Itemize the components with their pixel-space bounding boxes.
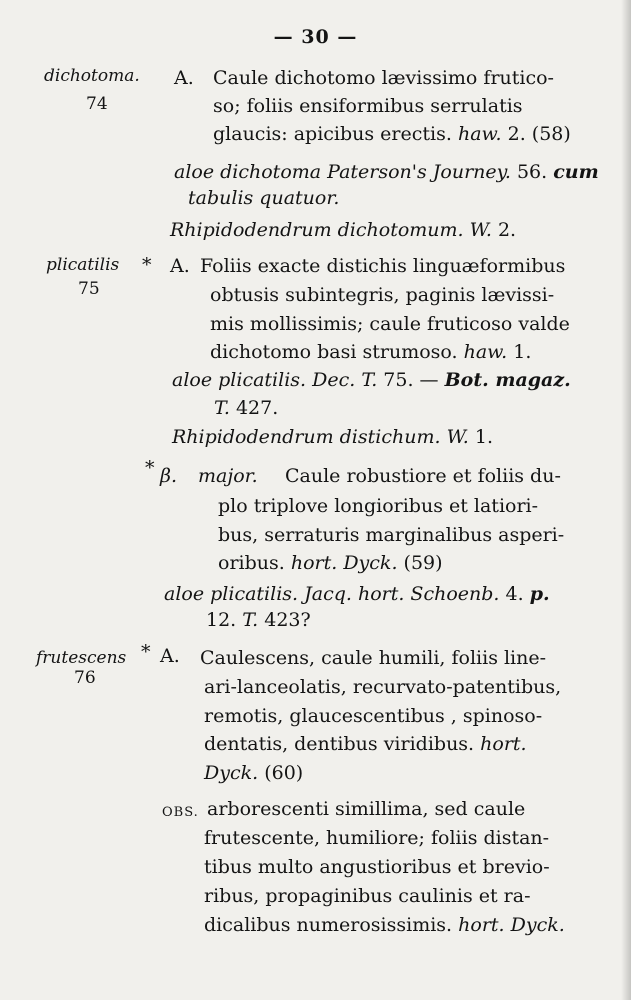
cultivated-mark: * [145,457,155,479]
description-line: dichotomo basi strumoso. haw. 1. [210,341,532,363]
description-line: bus, serraturis marginalibus asperi- [218,524,565,546]
description-line: remotis, glaucescentibus , spinoso- [204,705,543,727]
species-number: 75 [78,279,100,299]
reference-line: Rhipidodendrum distichum. W. 1. [172,426,493,448]
reference-line: aloe plicatilis. Jacq. hort. Schoenb. 4. p. [164,583,550,605]
species-name: plicatilis [46,255,120,275]
obs-line: dicalibus numerosissimis. hort. Dyck. [204,914,565,936]
description-line: plo triplove longioribus et latiori- [218,495,539,517]
authority: hort. Dyck. [290,552,398,574]
description-line: glaucis: apicibus erectis. haw. 2. (58) [213,123,571,145]
reference-line: 12. T. 423? [206,609,311,631]
description-line: Caulescens, caule humili, foliis line- [200,647,547,669]
obs-line: arborescenti simillima, sed caule [207,798,526,820]
variety-letter: A. [174,67,194,89]
description-line: Caule robustiore et foliis du- [285,465,561,487]
authority: haw. [457,123,502,145]
description-line: so; foliis ensiformibus serrulatis [213,95,523,117]
description-line: obtusis subintegris, paginis lævissi- [210,284,555,306]
variety-label: major. [198,465,258,487]
cultivated-mark: * [141,641,151,663]
variety-symbol: β. [160,465,178,487]
description-line: dentatis, dentibus viridibus. hort. [204,733,527,755]
description-line: Dyck. (60) [204,762,304,784]
description-line: ari-lanceolatis, recurvato-patentibus, [204,676,562,698]
authority: haw. [463,341,508,363]
reference-line: tabulis quatuor. [188,187,340,209]
obs-line: tibus multo angustioribus et brevio- [204,856,550,878]
species-number: 76 [74,668,96,688]
obs-line: ribus, propaginibus caulinis et ra- [204,885,531,907]
description-line: oribus. hort. Dyck. (59) [218,552,443,574]
description-line: Foliis exacte distichis linguæformibus [200,255,566,277]
reference-line: T. 427. [214,397,279,419]
reference-line: Rhipidodendrum dichotomum. W. 2. [170,219,517,241]
species-name: dichotoma. [44,66,140,86]
species-name: frutescens [36,648,127,668]
page-number: — 30 — [273,26,358,48]
obs-line: frutescente, humiliore; foliis distan- [204,827,550,849]
authority: hort. [480,733,527,755]
reference-line: aloe dichotoma Paterson's Journey. 56. cum [174,161,599,183]
description-line: Caule dichotomo lævissimo frutico- [213,67,554,89]
description-line: mis mollissimis; caule fruticoso valde [210,313,570,335]
variety-letter: A. [170,255,190,277]
cultivated-mark: * [142,254,152,276]
reference-line: aloe plicatilis. Dec. T. 75. — Bot. magaz. [172,369,571,391]
obs-label: OBS. [162,805,199,820]
variety-letter: A. [160,645,180,667]
authority: hort. Dyck. [458,914,565,936]
species-number: 74 [86,94,108,114]
page-edge-shadow [621,0,631,1000]
